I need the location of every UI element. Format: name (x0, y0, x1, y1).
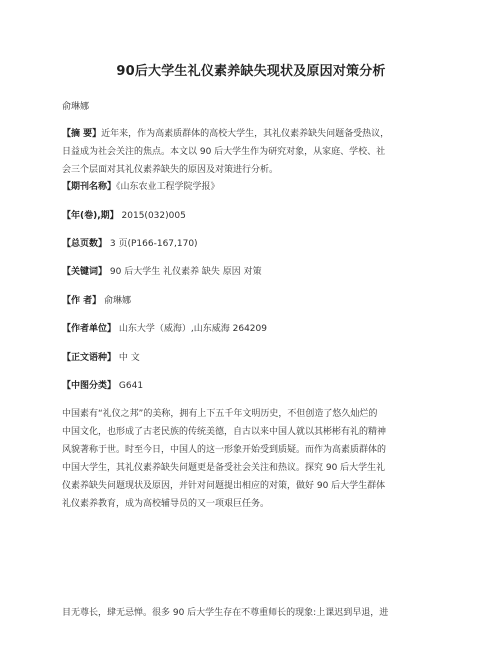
journal-label: 【期刊名称】 (62, 182, 117, 192)
journal-field (62, 178, 442, 196)
year-value: 2015(032)005 (121, 211, 186, 221)
body-line: 中国大学生，其礼仪素养缺失问题更是备受社会关注和热议。探究 90 后大学生礼 (62, 463, 386, 473)
body-line: 风貌著称于世。时至今日，中国人的这一形象开始受到质疑。而作为高素质群体的 (62, 445, 387, 455)
body-line: 中国素有“礼仪之邦”的美称，拥有上下五千年文明历史，不但创造了悠久灿烂的 (62, 409, 378, 419)
classification-field (62, 377, 442, 395)
authors-field (62, 292, 442, 310)
pages-value: 3 页(P166-167,170) (109, 239, 198, 249)
author-name: 俞琳娜 (62, 102, 90, 112)
language-field (62, 349, 442, 367)
keywords-label: 【关键词】 (62, 267, 108, 277)
year-field (62, 207, 442, 225)
abstract-line-3: 会三个层面对其礼仪素养缺失的原因及对策进行分析。 (62, 165, 279, 175)
pages-field (62, 235, 442, 253)
keywords-field (62, 263, 442, 281)
body-line: 中国文化，也形成了古老民族的传统美德，自古以来中国人就以其彬彬有礼的精神 (62, 427, 387, 437)
abstract-line-2: 日益成为社会关注的焦点。本文以 90 后大学生作为研究对象，从家庭、学校、社 (62, 147, 386, 157)
body-line: 礼仪素养教育，成为高校辅导员的又一项艰巨任务。 (62, 499, 270, 509)
body-paragraph-2 (62, 604, 442, 622)
pages-label: 【总页数】 (62, 239, 108, 249)
document-title: 90后大学生礼仪素养缺失现状及原因对策分析 (116, 64, 386, 79)
abstract-section (62, 125, 442, 179)
body-line: 目无尊长，肆无忌惮。很多 90 后大学生存在不尊重师长的现象:上课迟到早退，进 (62, 608, 389, 618)
body-line: 仪素养缺失问题现状及原因，并针对问题提出相应的对策，做好 90 后大学生群体 (62, 481, 386, 491)
abstract-label: 【摘 要】 (62, 129, 102, 139)
language-label: 【正文语种】 (62, 353, 117, 363)
year-label: 【年(卷),期】 (62, 211, 119, 221)
body-paragraph-1 (62, 405, 442, 513)
classification-value: G641 (118, 381, 144, 391)
abstract-text-1: 近年来，作为高素质群体的高校大学生，其礼仪素养缺失问题备受热议， (101, 129, 390, 139)
authors-label: 【作 者】 (62, 296, 102, 306)
journal-value: 《山东农业工程学院学报》 (116, 182, 220, 192)
unit-value: 山东大学（威海）,山东威海 264209 (118, 324, 267, 334)
keywords-value: 90 后大学生 礼仪素养 缺失 原因 对策 (109, 267, 262, 277)
authors-value: 俞琳娜 (104, 296, 132, 306)
unit-label: 【作者单位】 (62, 324, 117, 334)
classification-label: 【中图分类】 (62, 381, 117, 391)
unit-field (62, 320, 442, 338)
language-value: 中 文 (118, 353, 140, 363)
abstract-line-1 (62, 125, 442, 143)
